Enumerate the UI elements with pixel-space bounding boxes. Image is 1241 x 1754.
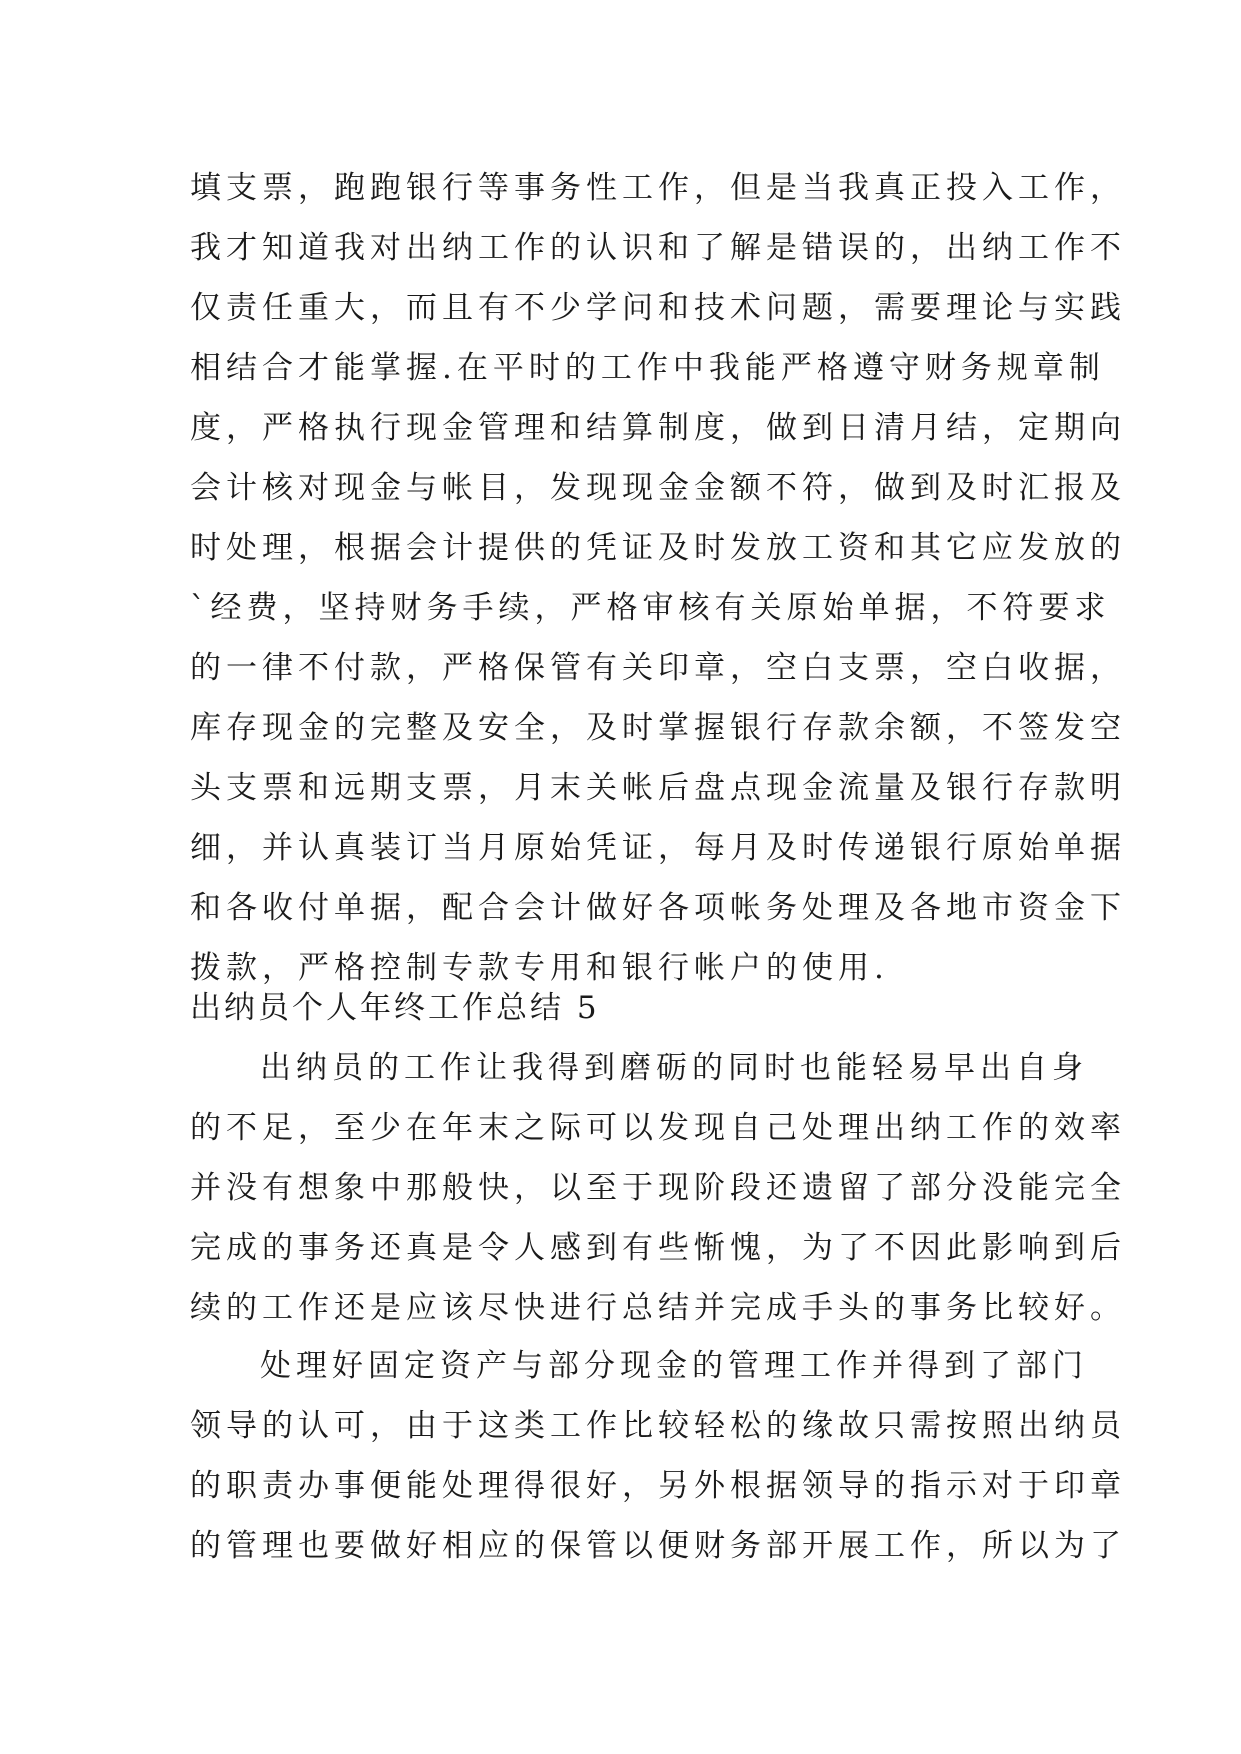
paragraph-cashier-duties <box>190 158 1126 998</box>
section-heading <box>190 978 1070 1038</box>
text-line: 填支票，跑跑银行等事务性工作，但是当我真正投入工作， <box>190 170 1126 206</box>
paragraph-asset-management <box>190 1336 1126 1576</box>
text-line: 的管理也要做好相应的保管以便财务部开展工作，所以为了 <box>190 1528 1126 1564</box>
text-line: 拨款，严格控制专款专用和银行帐户的使用. <box>190 950 889 986</box>
section-heading-text: 出纳员个人年终工作总结 5 <box>190 990 600 1026</box>
text-line: 头支票和远期支票，月末关帐后盘点现金流量及银行存款明 <box>190 770 1126 806</box>
text-line: 处理好固定资产与部分现金的管理工作并得到了部门 <box>260 1348 1088 1384</box>
text-line: `经费，坚持财务手续，严格审核有关原始单据，不符要求 <box>190 590 1111 626</box>
text-line: 会计核对现金与帐目，发现现金金额不符，做到及时汇报及 <box>190 470 1126 506</box>
text-line: 相结合才能掌握.在平时的工作中我能严格遵守财务规章制 <box>190 350 1105 386</box>
text-line: 库存现金的完整及安全，及时掌握银行存款余额，不签发空 <box>190 710 1126 746</box>
paragraph-year-end-reflection <box>190 1038 1126 1338</box>
text-line: 完成的事务还真是令人感到有些惭愧，为了不因此影响到后 <box>190 1230 1126 1266</box>
text-line: 仅责任重大，而且有不少学问和技术问题，需要理论与实践 <box>190 290 1126 326</box>
text-line: 的职责办事便能处理得很好，另外根据领导的指示对于印章 <box>190 1468 1126 1504</box>
text-line: 度，严格执行现金管理和结算制度，做到日清月结，定期向 <box>190 410 1126 446</box>
text-line: 的一律不付款，严格保管有关印章，空白支票，空白收据， <box>190 650 1126 686</box>
text-line: 时处理，根据会计提供的凭证及时发放工资和其它应发放的 <box>190 530 1126 566</box>
text-line: 和各收付单据，配合会计做好各项帐务处理及各地市资金下 <box>190 890 1126 926</box>
text-line: 领导的认可，由于这类工作比较轻松的缘故只需按照出纳员 <box>190 1408 1126 1444</box>
text-line: 的不足，至少在年末之际可以发现自己处理出纳工作的效率 <box>190 1110 1126 1146</box>
text-line: 我才知道我对出纳工作的认识和了解是错误的，出纳工作不 <box>190 230 1126 266</box>
text-line: 续的工作还是应该尽快进行总结并完成手头的事务比较好。 <box>190 1290 1126 1326</box>
text-line: 出纳员的工作让我得到磨砺的同时也能轻易早出自身 <box>260 1050 1088 1086</box>
text-line: 并没有想象中那般快，以至于现阶段还遗留了部分没能完全 <box>190 1170 1126 1206</box>
text-line: 细，并认真装订当月原始凭证，每月及时传递银行原始单据 <box>190 830 1126 866</box>
